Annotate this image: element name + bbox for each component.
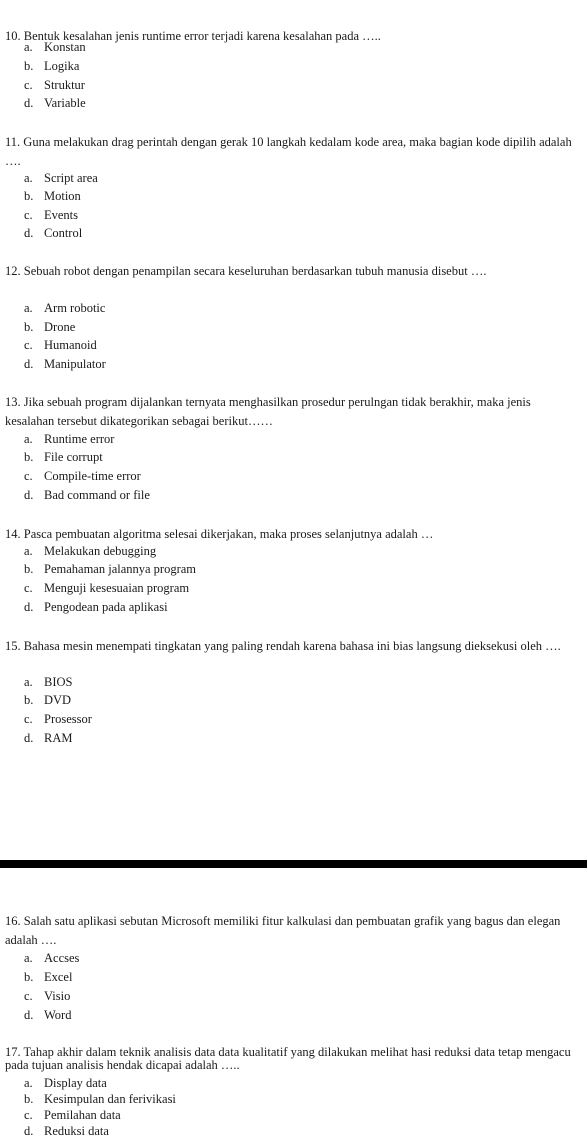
option-text: Runtime error: [44, 432, 115, 446]
option-letter: a.: [24, 951, 33, 965]
page-divider: [0, 860, 587, 868]
question-prompt: Sebuah robot dengan penampilan secara keseluruhan berdasarkan tubuh manusia disebut ….: [23, 264, 487, 278]
option-text: Logika: [44, 59, 80, 73]
option-text: Arm robotic: [44, 301, 106, 315]
option-text: Control: [44, 226, 83, 240]
question-prompt: Pasca pembuatan algoritma selesai dikerjakan, maka proses selanjutnya adalah …: [23, 527, 434, 541]
question-text: [5, 133, 575, 170]
option-c: [24, 206, 78, 224]
option-letter: b.: [24, 59, 34, 73]
option-letter: b.: [24, 562, 34, 576]
option-text: Kesimpulan dan ferivikasi: [44, 1092, 176, 1106]
option-text: Humanoid: [44, 338, 97, 352]
option-text: Konstan: [44, 40, 86, 54]
option-letter: a.: [24, 40, 33, 54]
question-number: 13.: [5, 395, 21, 409]
question-number: 17.: [5, 1045, 21, 1059]
option-text: Word: [44, 1008, 72, 1022]
option-text: Melakukan debugging: [44, 544, 157, 558]
option-letter: d.: [24, 226, 34, 240]
option-d: [24, 729, 72, 747]
option-letter: a.: [24, 301, 33, 315]
option-b: [24, 560, 196, 578]
option-letter: c.: [24, 78, 33, 92]
question-prompt: Salah satu aplikasi sebutan Microsoft memiliki fitur kalkulasi dan pembuatan grafik yang bagus dan elegan adalah ….: [5, 914, 561, 947]
option-b: [24, 448, 103, 466]
option-text: Manipulator: [44, 357, 106, 371]
option-letter: a.: [24, 675, 33, 689]
option-text: Menguji kesesuaian program: [44, 581, 190, 595]
option-letter: b.: [24, 970, 34, 984]
option-text: Prosessor: [44, 712, 92, 726]
question-text: [5, 262, 575, 281]
option-text: Variable: [44, 96, 86, 110]
option-text: Accses: [44, 951, 80, 965]
option-c: [24, 336, 97, 354]
question-prompt: Bahasa mesin menempati tingkatan yang paling rendah karena bahasa ini bias langsung dieksekusi oleh ….: [23, 639, 561, 653]
option-text: Pemilahan data: [44, 1108, 121, 1122]
option-letter: a.: [24, 432, 33, 446]
question-number: 16.: [5, 914, 21, 928]
option-letter: c.: [24, 338, 33, 352]
option-d: [24, 355, 106, 373]
option-letter: d.: [24, 1124, 34, 1138]
question-number: 10.: [5, 29, 21, 43]
option-text: Compile-time error: [44, 469, 141, 483]
option-text: Reduksi data: [44, 1124, 109, 1138]
option-letter: a.: [24, 171, 33, 185]
option-d: [24, 486, 150, 504]
option-letter: d.: [24, 731, 34, 745]
option-text: Bad command or file: [44, 488, 150, 502]
option-a: [24, 299, 105, 317]
question-number: 15.: [5, 639, 21, 653]
option-letter: c.: [24, 469, 33, 483]
option-a: [24, 542, 156, 560]
option-letter: d.: [24, 488, 34, 502]
option-letter: c.: [24, 712, 33, 726]
option-letter: b.: [24, 693, 34, 707]
option-c: [24, 467, 141, 485]
option-d: [24, 1006, 71, 1024]
option-letter: c.: [24, 208, 33, 222]
option-d: [24, 224, 82, 242]
option-a: [24, 949, 79, 967]
question-text: [5, 912, 575, 949]
question-text: [5, 1046, 575, 1072]
option-b: [24, 1093, 176, 1106]
option-text: RAM: [44, 731, 73, 745]
option-c: [24, 987, 70, 1005]
option-b: [24, 187, 81, 205]
question-prompt: Guna melakukan drag perintah dengan gerak 10 langkah kedalam kode area, maka bagian kode dipilih adalah ….: [5, 135, 572, 168]
question-number: 14.: [5, 527, 21, 541]
option-text: Pemahaman jalannya program: [44, 562, 197, 576]
option-letter: b.: [24, 450, 34, 464]
option-text: Motion: [44, 189, 81, 203]
option-d: [24, 94, 86, 112]
option-text: Struktur: [44, 78, 85, 92]
option-c: [24, 76, 85, 94]
option-text: DVD: [44, 693, 72, 707]
question-text: [5, 393, 575, 430]
option-text: Events: [44, 208, 79, 222]
option-letter: d.: [24, 357, 34, 371]
option-text: File corrupt: [44, 450, 103, 464]
question-number: 12.: [5, 264, 21, 278]
option-a: [24, 38, 86, 56]
option-letter: c.: [24, 1108, 33, 1122]
option-text: Display data: [44, 1076, 107, 1090]
question-text: [5, 525, 575, 544]
option-b: [24, 691, 71, 709]
option-letter: b.: [24, 320, 34, 334]
option-letter: c.: [24, 581, 33, 595]
option-b: [24, 968, 72, 986]
option-c: [24, 579, 189, 597]
option-letter: b.: [24, 189, 34, 203]
option-text: Excel: [44, 970, 73, 984]
option-letter: a.: [24, 544, 33, 558]
question-number: 11.: [5, 135, 21, 149]
option-letter: c.: [24, 989, 33, 1003]
option-a: [24, 673, 72, 691]
option-c: [24, 710, 92, 728]
option-letter: d.: [24, 600, 34, 614]
question-prompt: Tahap akhir dalam teknik analisis data data kualitatif yang dilakukan melihat hasi reduksi data tetap mengacu pada tujuan analisis hendak dicapai adalah …..: [5, 1045, 571, 1072]
option-letter: b.: [24, 1092, 34, 1106]
option-text: Visio: [44, 989, 71, 1003]
option-letter: a.: [24, 1076, 33, 1090]
question-text: [5, 637, 575, 656]
option-letter: d.: [24, 96, 34, 110]
option-text: Drone: [44, 320, 76, 334]
question-prompt: Jika sebuah program dijalankan ternyata menghasilkan prosedur perulngan tidak berakhir, maka jenis kesalahan tersebut dikategorikan sebagai berikut……: [5, 395, 531, 428]
option-c: [24, 1109, 121, 1122]
option-a: [24, 1077, 107, 1090]
option-text: BIOS: [44, 675, 73, 689]
option-b: [24, 57, 79, 75]
question-text: [5, 27, 575, 46]
question-prompt: Bentuk kesalahan jenis runtime error terjadi karena kesalahan pada …..: [23, 29, 381, 43]
option-text: Script area: [44, 171, 98, 185]
option-b: [24, 318, 75, 336]
option-d: [24, 598, 168, 616]
option-d: [24, 1125, 109, 1138]
option-text: Pengodean pada aplikasi: [44, 600, 168, 614]
option-letter: d.: [24, 1008, 34, 1022]
option-a: [24, 430, 114, 448]
option-a: [24, 169, 98, 187]
